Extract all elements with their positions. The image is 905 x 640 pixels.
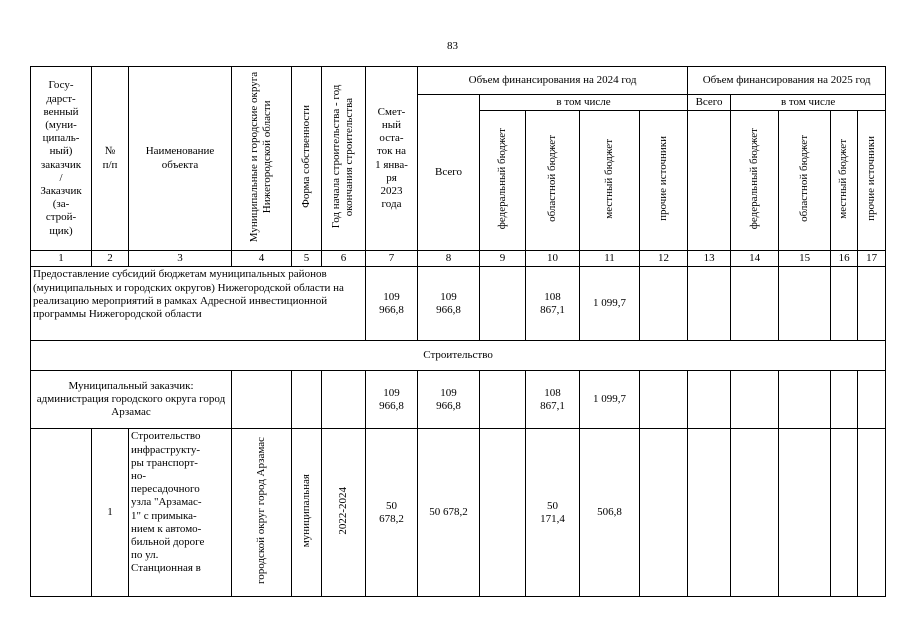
customer-other-2024	[640, 371, 688, 429]
customer-local-2024: 1 099,7	[580, 371, 640, 429]
customer-total-2024: 109 966,8	[418, 371, 480, 429]
subsidy-regional-2025	[779, 267, 831, 341]
subsidy-other-2024	[640, 267, 688, 341]
col-num: 17	[858, 251, 886, 267]
col-num: 14	[731, 251, 779, 267]
subsidy-federal-2024	[480, 267, 526, 341]
header-other-2024: прочие источники	[640, 111, 688, 251]
customer-remainder: 109 966,8	[366, 371, 418, 429]
object-regional-2024: 50 171,4	[526, 429, 580, 597]
header-regional-2024: областной бюджет	[526, 111, 580, 251]
col-num: 10	[526, 251, 580, 267]
header-empty-2025	[688, 111, 731, 251]
header-other-2025: прочие источники	[858, 111, 886, 251]
object-federal-2025	[731, 429, 779, 597]
col-num: 1	[31, 251, 92, 267]
col-num: 7	[366, 251, 418, 267]
object-federal-2024	[480, 429, 526, 597]
col-num: 11	[580, 251, 640, 267]
col-num: 4	[232, 251, 292, 267]
object-local-2025	[831, 429, 858, 597]
header-municipality: Муниципальные и городские округа Нижегородской области	[232, 67, 292, 251]
subsidy-total-2024: 109 966,8	[418, 267, 480, 341]
header-ownership: Форма собственности	[292, 67, 322, 251]
object-row	[31, 429, 886, 597]
header-total-2024: Всего	[418, 95, 480, 251]
object-other-2025	[858, 429, 886, 597]
col-num: 12	[640, 251, 688, 267]
col-num: 5	[292, 251, 322, 267]
subsidy-label: Предоставление субсидий бюджетам муниципальных районов (муниципальных и городских округов) Нижегородской области на реализацию мероприятий в рамках Адресной инвестиционной программы Нижегородской области	[31, 267, 366, 341]
subsidy-local-2024: 1 099,7	[580, 267, 640, 341]
object-total-2025	[688, 429, 731, 597]
subsidy-local-2025	[831, 267, 858, 341]
subsidy-remainder: 109 966,8	[366, 267, 418, 341]
col-num: 15	[779, 251, 831, 267]
customer-regional-2025	[779, 371, 831, 429]
header-fin-2025: Объем финансирования на 2025 год	[688, 67, 886, 95]
col-num: 9	[480, 251, 526, 267]
financing-table	[30, 66, 886, 597]
col-num: 3	[129, 251, 232, 267]
customer-row	[31, 371, 886, 429]
page-number: 83	[447, 40, 458, 52]
object-local-2024: 506,8	[580, 429, 640, 597]
object-regional-2025	[779, 429, 831, 597]
col-num: 8	[418, 251, 480, 267]
object-customer	[31, 429, 92, 597]
header-local-2025: местный бюджет	[831, 111, 858, 251]
header-pp: № п/п	[92, 67, 129, 251]
header-regional-2025: областной бюджет	[779, 111, 831, 251]
subsidy-other-2025	[858, 267, 886, 341]
col-num: 6	[322, 251, 366, 267]
customer-federal-2024	[480, 371, 526, 429]
object-remainder: 50 678,2	[366, 429, 418, 597]
header-fin-2024: Объем финансирования на 2024 год	[418, 67, 688, 95]
header-federal-2024: федеральный бюджет	[480, 111, 526, 251]
customer-other-2025	[858, 371, 886, 429]
col-num: 2	[92, 251, 129, 267]
subsidy-total-2025	[688, 267, 731, 341]
header-years: Год начала строительства - год окончания строительства	[322, 67, 366, 251]
customer-ownership	[292, 371, 322, 429]
subsidy-regional-2024: 108 867,1	[526, 267, 580, 341]
customer-federal-2025	[731, 371, 779, 429]
object-years: 2022-2024	[322, 429, 366, 597]
customer-years	[322, 371, 366, 429]
section-row	[31, 341, 886, 371]
section-label: Строительство	[31, 341, 886, 371]
customer-label: Муниципальный заказчик: администрация городского округа город Арзамас	[31, 371, 232, 429]
customer-municipality	[232, 371, 292, 429]
col-num: 13	[688, 251, 731, 267]
header-object-name: Наименование объекта	[129, 67, 232, 251]
header-federal-2025: федеральный бюджет	[731, 111, 779, 251]
header-remainder: Смет- ный оста- ток на 1 янва- ря 2023 года	[366, 67, 418, 251]
header-customer: Госу- дарст- венный (муни- ципаль- ный) заказчик / Заказчик (за- строй- щик)	[31, 67, 92, 251]
subsidy-row	[31, 267, 886, 341]
header-including-2024: в том числе	[480, 95, 688, 111]
object-pp: 1	[92, 429, 129, 597]
header-including-2025: в том числе	[731, 95, 886, 111]
column-number-row	[31, 251, 886, 267]
customer-local-2025	[831, 371, 858, 429]
object-ownership: муниципальная	[292, 429, 322, 597]
object-other-2024	[640, 429, 688, 597]
header-total-2025: Всего	[688, 95, 731, 111]
header-local-2024: местный бюджет	[580, 111, 640, 251]
customer-regional-2024: 108 867,1	[526, 371, 580, 429]
object-total-2024: 50 678,2	[418, 429, 480, 597]
header-row-1	[31, 67, 886, 95]
object-municipality: городской округ город Арзамас	[232, 429, 292, 597]
object-name: Строительство инфраструкту- ры транспорт- но- пересадочного узла "Арзамас- 1" с примыка- нием к автомо- бильной дороге по ул. Станционная в	[129, 429, 232, 597]
col-num: 16	[831, 251, 858, 267]
subsidy-federal-2025	[731, 267, 779, 341]
customer-total-2025	[688, 371, 731, 429]
